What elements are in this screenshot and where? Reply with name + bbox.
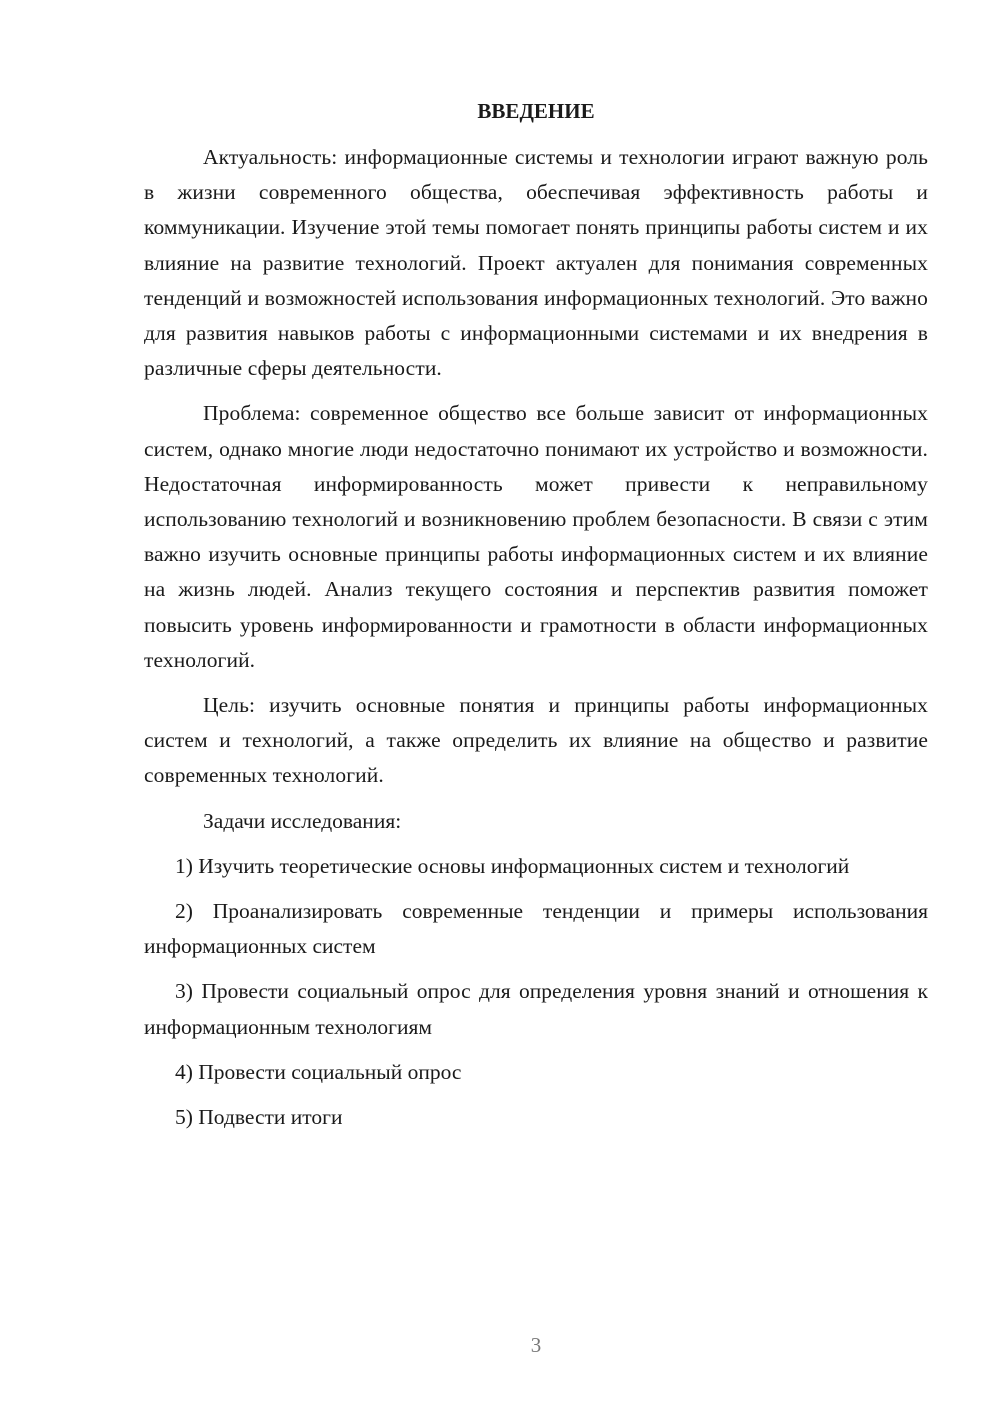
task-item-2: 2) Проанализировать современные тенденции и примеры использования информационных систем [144, 899, 928, 959]
paragraph-goal: Цель: изучить основные понятия и принципы работы информационных систем и технологий, а также определить их влияние на общество и развитие современных технологий. [144, 693, 928, 788]
page-content [144, 94, 928, 1145]
page-number: 3 [530, 1333, 542, 1357]
task-item-3: 3) Провести социальный опрос для определения уровня знаний и отношения к информационным технологиям [144, 979, 928, 1039]
section-title: ВВЕДЕНИЕ [477, 99, 595, 123]
paragraph-problem: Проблема: современное общество все больше зависит от информационных систем, однако многие люди недостаточно понимают их устройство и возможности. Недостаточная информированность может привести к неправильному использованию технологий и возникновению проблем безопасности. В связи с этим важно изучить основные принципы работы информационных систем и их влияние на жизнь людей. Анализ текущего состояния и перспектив развития поможет повысить уровень информированности и грамотности в области информационных технологий. [144, 401, 928, 672]
task-item-4: 4) Провести социальный опрос [175, 1059, 462, 1084]
task-item-5: 5) Подвести итоги [175, 1105, 343, 1130]
paragraph-relevance: Актуальность: информационные системы и технологии играют важную роль в жизни современного общества, обеспечивая эффективность работы и коммуникации. Изучение этой темы помогает понять принципы работы систем и их влияние на развитие технологий. Проект актуален для понимания современных тенденций и возможностей использования информационных технологий. Это важно для развития навыков работы с информационными системами и их внедрения в различные сферы деятельности. [144, 145, 928, 381]
tasks-heading: Задачи исследования: [203, 808, 402, 833]
task-item-1: 1) Изучить теоретические основы информационных систем и технологий [175, 853, 850, 878]
